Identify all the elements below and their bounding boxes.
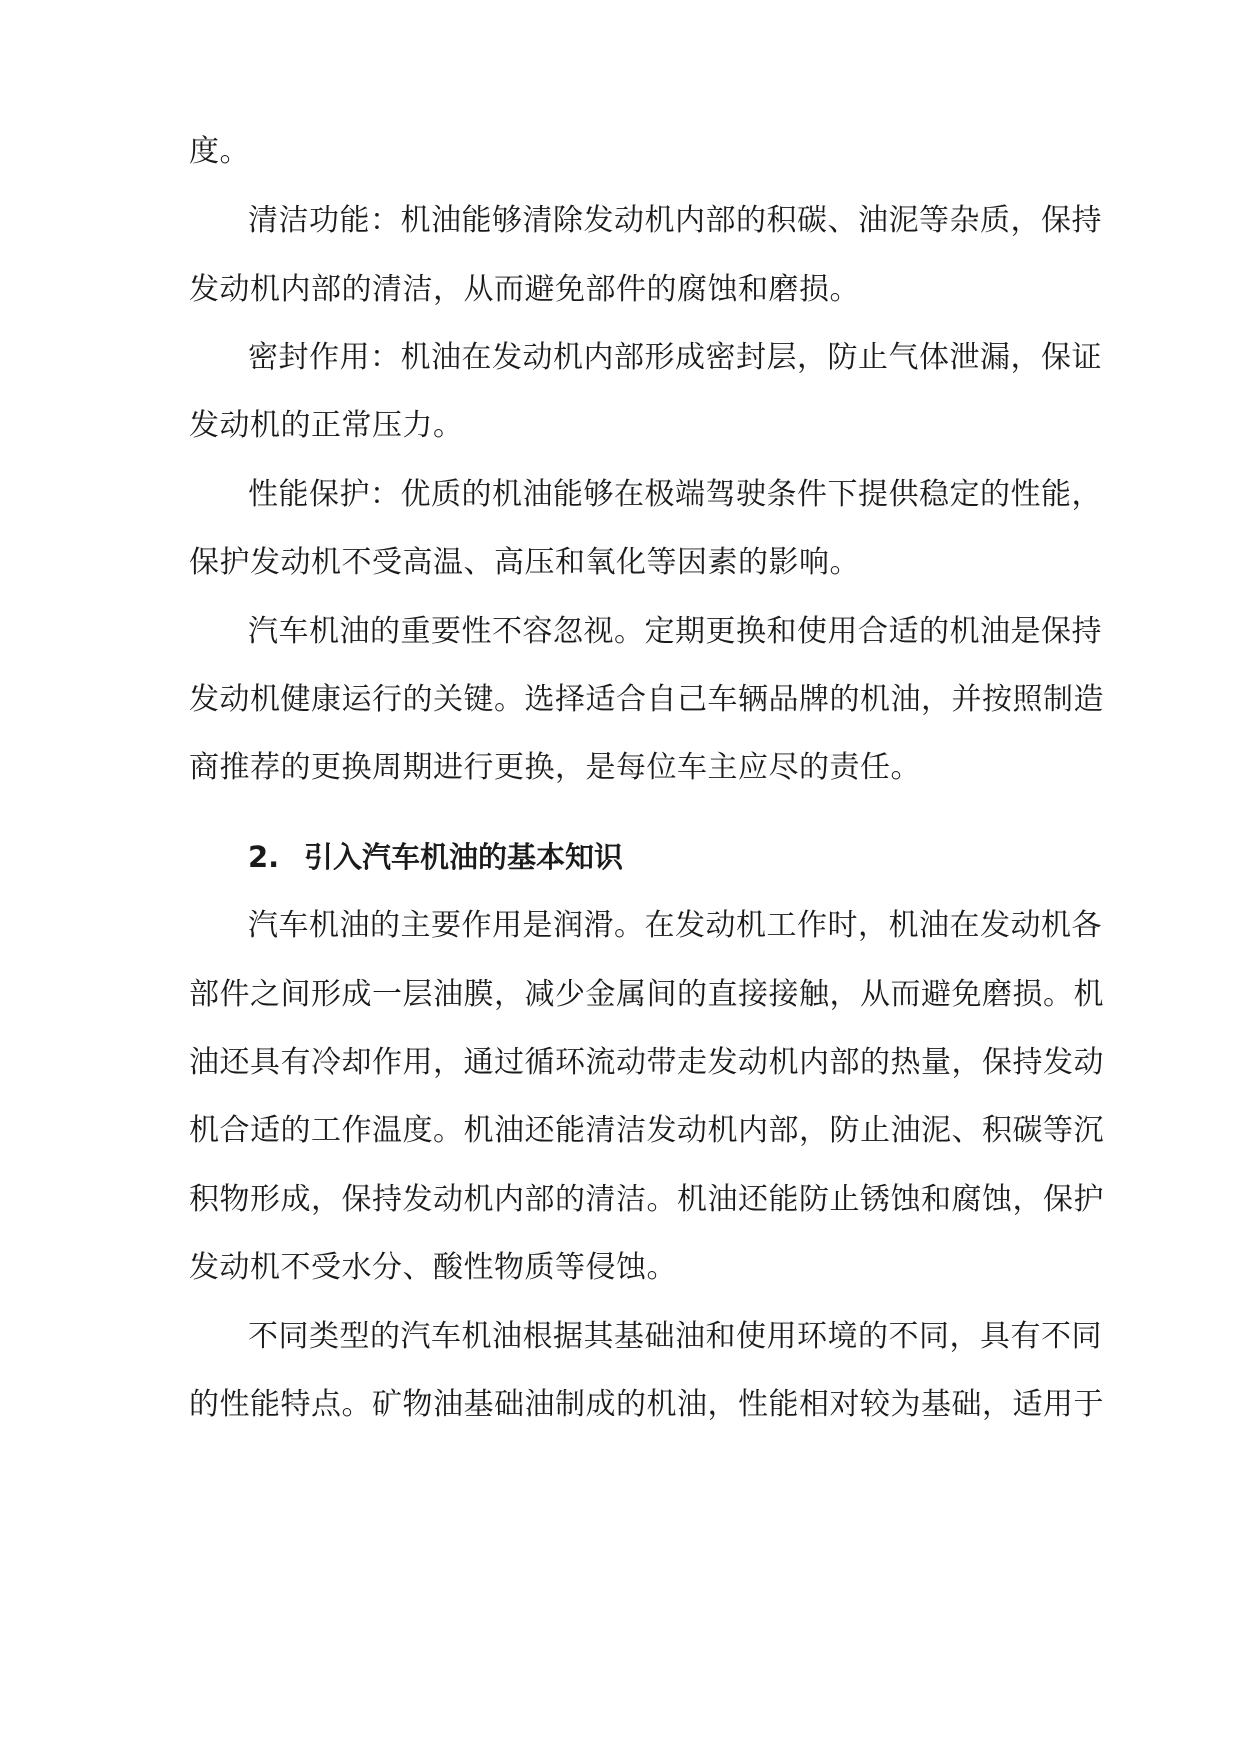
paragraph-line: 发动机健康运行的关键。选择适合自己车辆品牌的机油，并按照制造	[189, 682, 1104, 717]
paragraph-line: 部件之间形成一层油膜，减少金属间的直接接触，从而避免磨损。机	[189, 977, 1104, 1012]
paragraph-line: 发动机内部的清洁，从而避免部件的腐蚀和磨损。	[189, 272, 860, 307]
paragraph-line: 商推荐的更换周期进行更换，是每位车主应尽的责任。	[189, 750, 921, 785]
paragraph-line: 发动机不受水分、酸性物质等侵蚀。	[189, 1250, 677, 1285]
section-heading	[248, 837, 623, 877]
paragraph-line: 汽车机油的主要作用是润滑。在发动机工作时，机油在发动机各	[248, 908, 1102, 943]
paragraph-line: 发动机的正常压力。	[189, 408, 464, 443]
paragraph-line: 油还具有冷却作用，通过循环流动带走发动机内部的热量，保持发动	[189, 1045, 1104, 1080]
paragraph-line: 度。	[189, 134, 250, 169]
paragraph-line: 性能保护：优质的机油能够在极端驾驶条件下提供稳定的性能，	[248, 477, 1102, 512]
paragraph-line: 机合适的工作温度。机油还能清洁发动机内部，防止油泥、积碳等沉	[189, 1113, 1104, 1148]
paragraph-line: 清洁功能：机油能够清除发动机内部的积碳、油泥等杂质，保持	[248, 203, 1102, 238]
paragraph-line: 不同类型的汽车机油根据其基础油和使用环境的不同，具有不同	[248, 1319, 1102, 1354]
paragraph-line: 密封作用：机油在发动机内部形成密封层，防止气体泄漏，保证	[248, 340, 1102, 375]
paragraph-line: 保护发动机不受高温、高压和氧化等因素的影响。	[189, 545, 860, 580]
section-title: 引入汽车机油的基本知识	[304, 840, 624, 874]
paragraph-line: 积物形成，保持发动机内部的清洁。机油还能防止锈蚀和腐蚀，保护	[189, 1182, 1104, 1217]
section-number: 2.	[248, 840, 280, 874]
paragraph-line: 汽车机油的重要性不容忽视。定期更换和使用合适的机油是保持	[248, 614, 1102, 649]
paragraph-line: 的性能特点。矿物油基础油制成的机油，性能相对较为基础，适用于	[189, 1387, 1104, 1422]
